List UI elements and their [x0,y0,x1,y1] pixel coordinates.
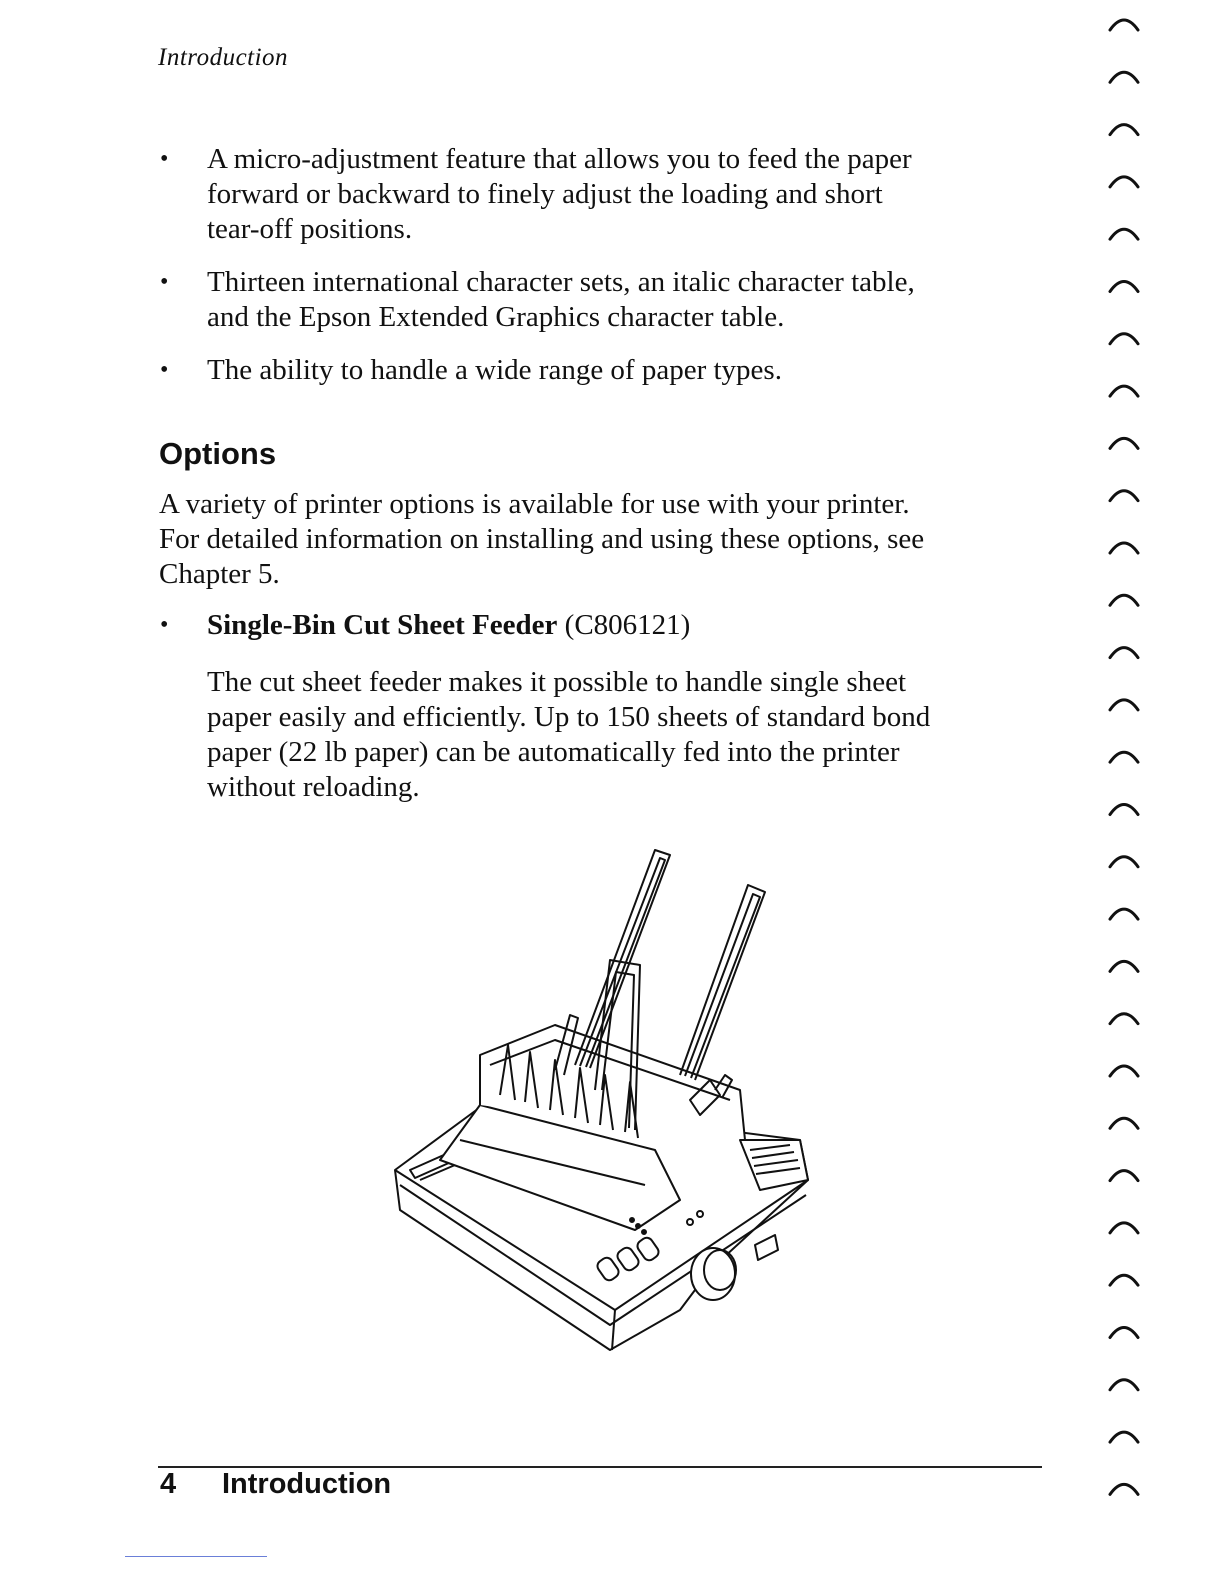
running-head: Introduction [158,44,289,71]
binding-hole-icon [1110,857,1138,867]
feature-line: Thirteen international character sets, an italic character table, [207,266,915,298]
feature-item-paper-types [158,353,1038,388]
binding-hole-icon [1110,543,1138,553]
binding-hole-icon [1110,648,1138,658]
feature-line: forward or backward to finely adjust the loading and short [207,178,883,210]
description-line: paper easily and efficiently. Up to 150 sheets of standard bond [207,701,931,733]
binding-hole-icon [1110,229,1138,239]
description-line: The cut sheet feeder makes it possible to handle single sheet [207,666,907,698]
binding-hole-icon [1110,72,1138,82]
binding-hole-icon [1110,1380,1138,1390]
binding-hole-icon [1110,125,1138,135]
binding-hole-icon [1110,700,1138,710]
feature-item-character-sets [158,265,1038,335]
binding-hole-icon [1110,752,1138,762]
binding-hole-icon [1110,1275,1138,1285]
binding-hole-icon [1110,491,1138,501]
binding-hole-icon [1110,1118,1138,1128]
spiral-binding-holes-icon [1100,0,1150,1584]
binding-hole-icon [1110,1171,1138,1181]
binding-hole-icon [1110,1014,1138,1024]
binding-hole-icon [1110,1484,1138,1494]
binding-hole-icon [1110,20,1138,30]
feature-line: A micro-adjustment feature that allows you to feed the paper [207,143,912,175]
binding-hole-icon [1110,595,1138,605]
feature-item-micro-adjustment [158,142,1038,247]
description-line: paper (22 lb paper) can be automatically fed into the printer [207,736,900,768]
binding-hole-icon [1110,334,1138,344]
option-name: Single-Bin Cut Sheet Feeder [207,609,558,641]
printer-with-cut-sheet-feeder-illustration [380,840,830,1360]
intro-line: For detailed information on installing and using these options, see [159,523,925,555]
bullet-icon: • [160,612,169,638]
binding-hole-icon [1110,909,1138,919]
page-number: 4 [160,1468,177,1500]
bullet-icon: • [160,269,169,295]
feature-line: tear-off positions. [207,213,413,245]
intro-line: A variety of printer options is available for use with your printer. [159,488,910,520]
option-item-cut-sheet-feeder [158,608,1038,643]
binding-hole-icon [1110,177,1138,187]
binding-hole-icon [1110,805,1138,815]
binding-hole-icon [1110,1432,1138,1442]
page-footer [160,1468,391,1501]
feature-line: and the Epson Extended Graphics character table. [207,301,785,333]
binding-hole-icon [1110,282,1138,292]
binding-hole-icon [1110,1066,1138,1076]
binding-hole-icon [1110,961,1138,971]
bullet-icon: • [160,357,169,383]
scan-artifact-line [125,1556,267,1557]
binding-hole-icon [1110,1328,1138,1338]
binding-hole-icon [1110,1223,1138,1233]
bullet-icon: • [160,146,169,172]
description-line: without reloading. [207,771,420,803]
option-description [207,665,1037,805]
option-part-number: (C806121) [564,609,691,641]
feature-line: The ability to handle a wide range of paper types. [207,354,782,386]
binding-hole-icon [1110,438,1138,448]
feature-list [158,142,1038,406]
options-intro-paragraph [159,487,1039,592]
footer-chapter-title: Introduction [222,1468,392,1500]
intro-line: Chapter 5. [159,558,280,590]
binding-hole-icon [1110,386,1138,396]
section-heading-options: Options [159,436,277,471]
